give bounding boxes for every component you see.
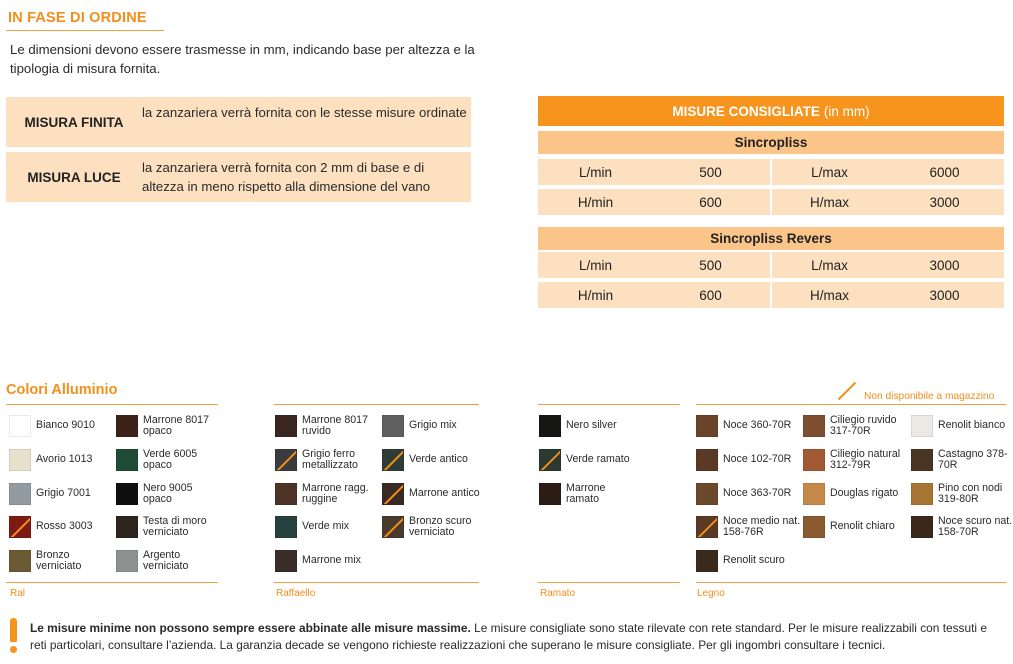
- color-swatch-item: [275, 514, 349, 540]
- color-swatch-label: Grigio ferro metallizzato: [302, 447, 358, 471]
- color-swatch-label: Marrone 8017 opaco: [143, 413, 209, 437]
- measure-row: [538, 252, 1004, 278]
- measure-key: L/min: [578, 257, 612, 273]
- measure-value: 3000: [929, 257, 960, 273]
- divider: [696, 582, 1006, 583]
- measure-value: 500: [699, 257, 722, 273]
- color-swatch-label: Avorio 1013: [36, 453, 93, 466]
- color-swatch: [911, 415, 933, 437]
- color-swatch-label: Marrone 8017 ruvido: [302, 413, 368, 437]
- color-swatch-label: Bronzo scuro verniciato: [409, 514, 472, 538]
- divider: [274, 404, 479, 405]
- color-swatch-label: Noce 102-70R: [723, 453, 792, 466]
- color-swatch: [275, 483, 297, 505]
- color-swatch-label: Marrone mix: [302, 554, 361, 567]
- color-swatch-item: [696, 481, 791, 507]
- not-available-strike-icon: [10, 517, 31, 538]
- color-swatch: [382, 516, 404, 538]
- color-swatch-label: Marrone ragg. ruggine: [302, 481, 369, 505]
- color-swatch-label: Renolit bianco: [938, 419, 1006, 432]
- color-swatch-label: Renolit chiaro: [830, 520, 895, 533]
- color-swatch-item: [696, 447, 791, 473]
- color-swatch-item: [275, 413, 374, 439]
- color-swatch: [9, 550, 31, 572]
- measure-value: 600: [699, 194, 722, 210]
- warning-note: [30, 620, 1005, 654]
- recommended-measures-unit: (in mm): [823, 103, 870, 119]
- title-underline: [6, 30, 164, 31]
- color-swatch: [275, 449, 297, 471]
- measure-row: [538, 189, 1004, 215]
- divider: [274, 582, 479, 583]
- color-swatch: [9, 449, 31, 471]
- section-title: IN FASE DI ORDINE: [8, 10, 147, 26]
- color-swatch-item: [116, 447, 215, 473]
- color-swatch: [382, 449, 404, 471]
- color-swatch: [539, 483, 561, 505]
- measure-value: 6000: [929, 164, 960, 180]
- color-swatch-label: Verde antico: [409, 453, 468, 466]
- color-swatch: [275, 550, 297, 572]
- measure-type-label: MISURA FINITA: [24, 114, 124, 130]
- color-swatch: [275, 516, 297, 538]
- measure-type-label: MISURA LUCE: [27, 169, 121, 185]
- color-swatch-label: Bronzo verniciato: [36, 548, 82, 572]
- color-swatch: [696, 550, 718, 572]
- color-swatch-label: Marrone antico: [409, 487, 480, 500]
- color-swatch-item: [382, 447, 468, 473]
- color-swatch-label: Noce 363-70R: [723, 487, 792, 500]
- color-swatch: [116, 483, 138, 505]
- color-swatch: [911, 483, 933, 505]
- color-swatch: [539, 415, 561, 437]
- warning-text: Le misure consigliate sono state rilevate con rete standard. Per le misure realizzabili con tessuti e reti particolari, consultare l’azienda. La garanzia decade se vengono richieste realizzazioni che superano le misure consigliate. Per gli ingombri consultare i tecnici.: [30, 621, 987, 652]
- color-swatch-item: [275, 447, 374, 473]
- color-swatch: [696, 483, 718, 505]
- color-swatch-item: [382, 514, 481, 540]
- not-available-strike-icon: [697, 517, 718, 538]
- exclamation-icon: [8, 618, 20, 654]
- color-swatch-item: [803, 413, 910, 439]
- color-swatch-label: Ciliegio natural 312-79R: [830, 447, 901, 471]
- recommended-measures-title: MISURE CONSIGLIATE: [672, 103, 820, 119]
- group-label-raffaello: Raffaello: [276, 588, 316, 599]
- measure-key: H/max: [809, 194, 849, 210]
- color-swatch-item: [539, 413, 617, 439]
- color-swatch: [382, 483, 404, 505]
- color-swatch: [911, 516, 933, 538]
- not-available-strike-icon: [383, 517, 404, 538]
- color-swatch-item: [539, 481, 638, 507]
- color-swatch-item: [9, 481, 91, 507]
- measure-row: [538, 282, 1004, 308]
- divider: [538, 404, 680, 405]
- color-swatch: [9, 415, 31, 437]
- color-swatch-item: [911, 447, 1013, 473]
- group-label-ral: Ral: [10, 588, 26, 599]
- recommended-measures-header: [538, 96, 1004, 126]
- color-swatch: [803, 483, 825, 505]
- not-available-legend: [840, 378, 1010, 402]
- color-swatch-label: Noce scuro nat. 158-70R: [938, 514, 1013, 538]
- color-swatch-item: [382, 413, 457, 439]
- measure-type-description: la zanzariera verrà fornita con le stesse misure ordinate: [142, 105, 467, 120]
- color-swatch-item: [9, 514, 93, 540]
- group-label-ramato: Ramato: [540, 588, 576, 599]
- color-swatch-label: Grigio 7001: [36, 487, 91, 500]
- measure-type-finita: [6, 97, 471, 147]
- not-available-strike-icon: [540, 450, 561, 471]
- measure-key: H/min: [577, 194, 614, 210]
- color-swatch-label: Rosso 3003: [36, 520, 93, 533]
- measure-key: L/max: [811, 257, 848, 273]
- measure-value: 600: [699, 287, 722, 303]
- color-swatch-item: [803, 447, 910, 473]
- color-swatch: [803, 415, 825, 437]
- color-swatch: [803, 516, 825, 538]
- measure-value: 3000: [929, 287, 960, 303]
- intro-text: Le dimensioni devono essere trasmesse in mm, indicando base per altezza e la tipologia di misura fornita.: [10, 42, 475, 76]
- measure-value: 500: [699, 164, 722, 180]
- color-swatch: [696, 516, 718, 538]
- measure-type-luce: [6, 152, 471, 202]
- color-swatch-label: Verde ramato: [566, 453, 630, 466]
- product-name-sincropliss-revers: Sincropliss Revers: [538, 227, 1004, 250]
- product-name-sincropliss: Sincropliss: [538, 131, 1004, 154]
- color-swatch-label: Noce 360-70R: [723, 419, 792, 432]
- color-swatch: [9, 483, 31, 505]
- color-swatch-label: Marrone ramato: [566, 481, 606, 505]
- color-swatch-label: Grigio mix: [409, 419, 457, 432]
- color-swatch: [803, 449, 825, 471]
- color-swatch-label: Castagno 378-70R: [938, 447, 1008, 471]
- color-swatch-label: Nero silver: [566, 419, 617, 432]
- color-swatch-item: [696, 413, 791, 439]
- divider: [696, 404, 1006, 405]
- color-swatch: [116, 516, 138, 538]
- color-swatch: [116, 415, 138, 437]
- color-swatch-item: [803, 514, 895, 540]
- divider: [6, 404, 218, 405]
- color-swatch-item: [116, 548, 215, 574]
- color-swatch: [382, 415, 404, 437]
- warning-bold: Le misure minime non possono sempre essere abbinate alle misure massime.: [30, 621, 471, 635]
- color-swatch-item: [911, 514, 1013, 540]
- color-swatch-label: Verde 6005 opaco: [143, 447, 198, 471]
- color-swatch-item: [539, 447, 630, 473]
- group-label-legno: Legno: [697, 588, 725, 599]
- color-swatch-item: [116, 413, 215, 439]
- color-swatch-item: [275, 481, 374, 507]
- diagonal-stroke-icon: [838, 382, 856, 400]
- color-swatch-item: [9, 548, 108, 574]
- color-swatch: [275, 415, 297, 437]
- measure-key: H/max: [809, 287, 849, 303]
- color-swatch-label: Nero 9005 opaco: [143, 481, 193, 505]
- color-swatch-item: [696, 514, 803, 540]
- color-swatch-item: [803, 481, 898, 507]
- color-swatch-label: Renolit scuro: [723, 554, 785, 567]
- colors-title: Colori Alluminio: [6, 382, 118, 398]
- divider: [538, 582, 680, 583]
- not-available-strike-icon: [383, 450, 404, 471]
- color-swatch: [696, 415, 718, 437]
- color-swatch-item: [116, 514, 215, 540]
- color-swatch-label: Douglas rigato: [830, 487, 899, 500]
- divider: [6, 582, 218, 583]
- color-swatch: [9, 516, 31, 538]
- measure-key: H/min: [577, 287, 614, 303]
- color-swatch-label: Argento verniciato: [143, 548, 189, 572]
- not-available-strike-icon: [276, 450, 297, 471]
- color-swatch: [539, 449, 561, 471]
- color-swatch-item: [9, 447, 92, 473]
- color-swatch: [911, 449, 933, 471]
- not-available-label: Non disponibile a magazzino: [864, 391, 995, 402]
- color-swatch: [116, 550, 138, 572]
- color-swatch: [696, 449, 718, 471]
- color-swatch-item: [275, 548, 361, 574]
- color-swatch-label: Pino con nodi 319-80R: [938, 481, 1003, 505]
- measure-type-description: la zanzariera verrà fornita con 2 mm di base e di altezza in meno rispetto alla dimensione del vano: [142, 160, 431, 194]
- color-swatch-item: [382, 481, 480, 507]
- color-swatch-item: [116, 481, 215, 507]
- measure-key: L/min: [578, 164, 612, 180]
- color-swatch-item: [911, 481, 1013, 507]
- color-swatch-label: Verde mix: [302, 520, 350, 533]
- color-swatch-label: Bianco 9010: [36, 419, 95, 432]
- measure-row: [538, 159, 1004, 185]
- color-swatch-item: [911, 413, 1005, 439]
- color-swatch-label: Testa di moro verniciato: [143, 514, 207, 538]
- color-swatch-item: [9, 413, 95, 439]
- not-available-strike-icon: [383, 484, 404, 505]
- color-swatch-label: Ciliegio ruvido 317-70R: [830, 413, 897, 437]
- color-swatch-label: Noce medio nat. 158-76R: [723, 514, 801, 538]
- color-swatch: [116, 449, 138, 471]
- measure-key: L/max: [811, 164, 848, 180]
- measure-value: 3000: [929, 194, 960, 210]
- color-swatch-item: [696, 548, 785, 574]
